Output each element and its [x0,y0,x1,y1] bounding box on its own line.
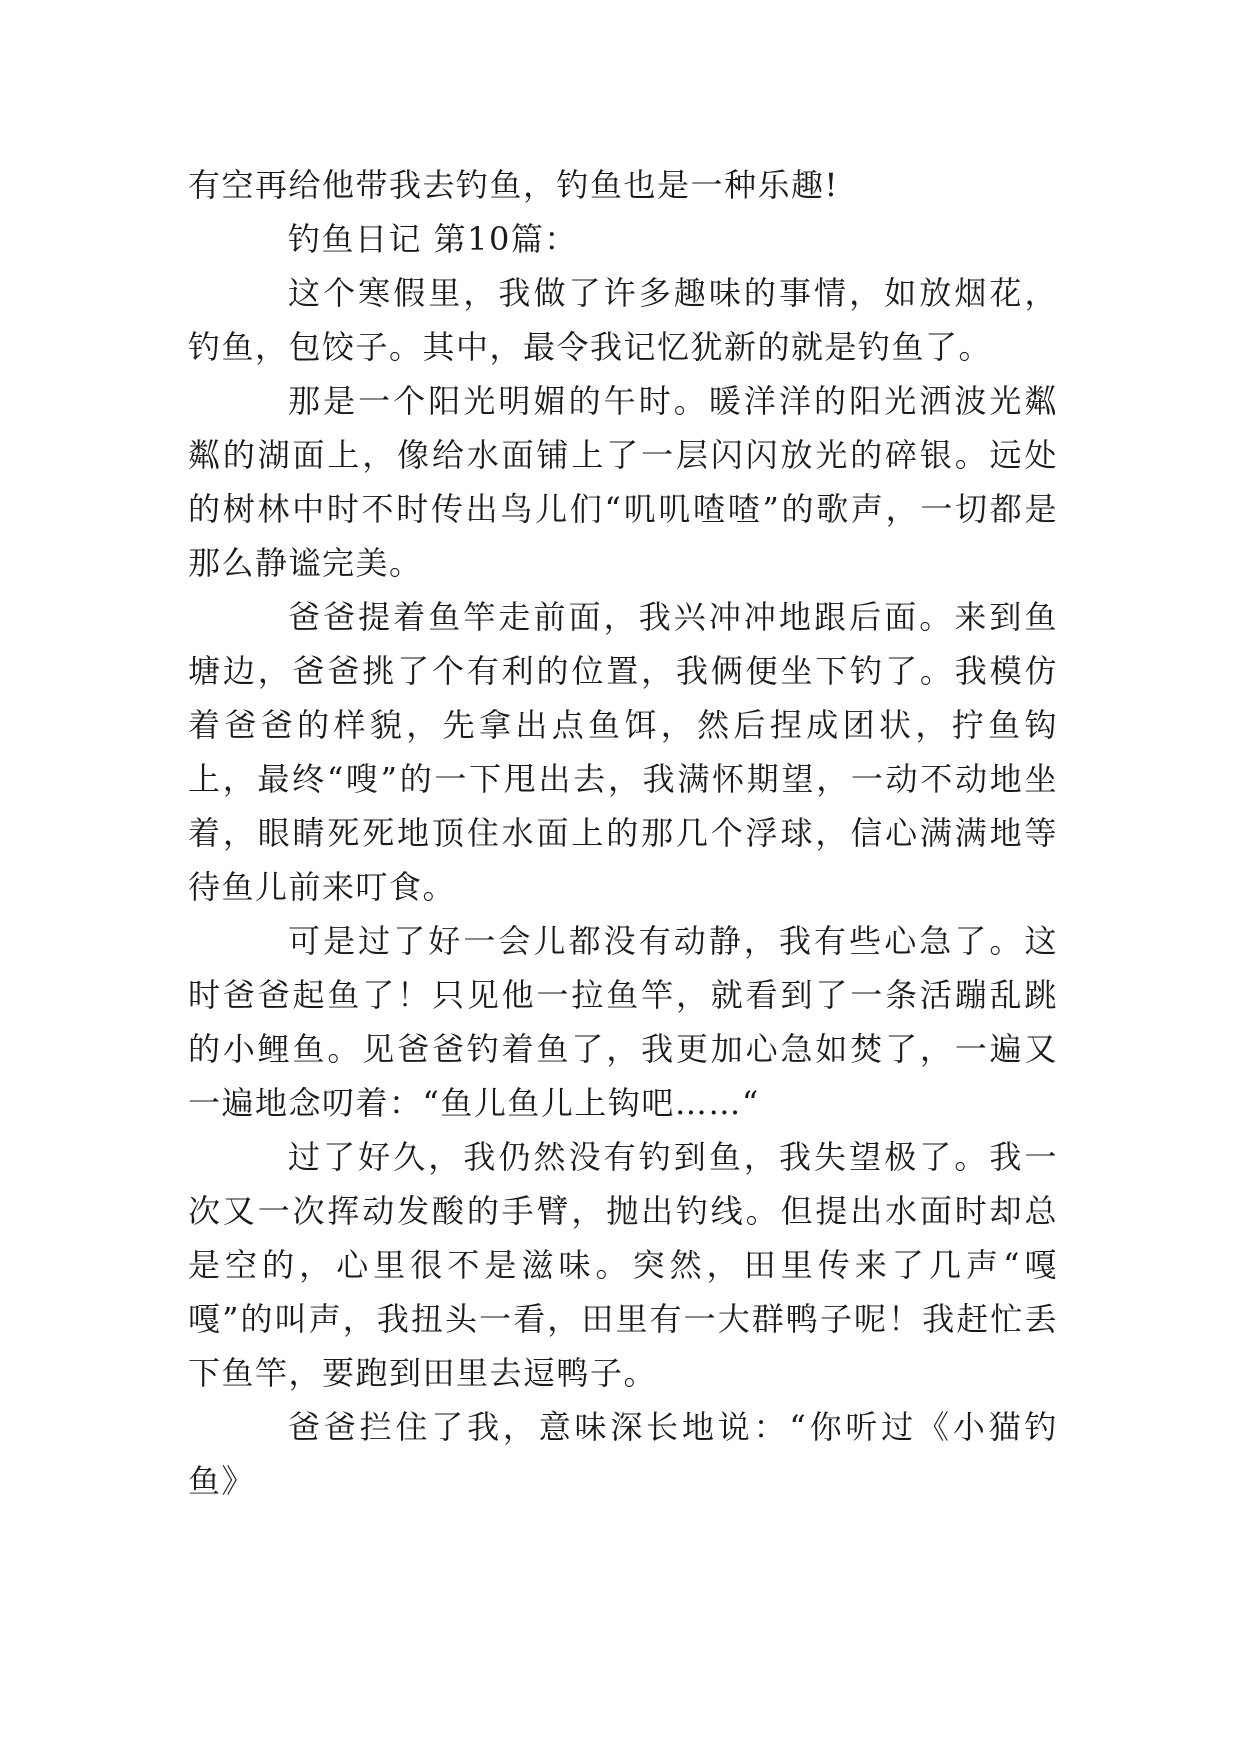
paragraph: 爸爸拦住了我，意味深长地说：“你听过《小猫钓鱼》 [188,1408,1058,1500]
paragraph: 爸爸提着鱼竿走前面，我兴冲冲地跟后面。来到鱼塘边，爸爸挑了个有利的位置，我俩便坐下钓了。我模仿着爸爸的样貌，先拿出点鱼饵，然后捏成团状，拧鱼钩上，最终“嗖”的一下甩出去，我满怀期望，一动不动地坐着，眼睛死死地顶住水面上的那几个浮球，信心满满地等待鱼儿前来叮食。 [188,598,1058,906]
paragraph: 可是过了好一会儿都没有动静，我有些心急了。这时爸爸起鱼了！只见他一拉鱼竿，就看到了一条活蹦乱跳的小鲤鱼。见爸爸钓着鱼了，我更加心急如焚了，一遍又一遍地念叨着：“鱼儿鱼儿上钩吧……“ [188,922,1058,1122]
paragraph: 有空再给他带我去钓鱼，钓鱼也是一种乐趣! [188,166,839,204]
section-heading: 钓鱼日记 第10篇： [288,220,578,258]
paragraph: 这个寒假里，我做了许多趣味的事情，如放烟花，钓鱼，包饺子。其中，最令我记忆犹新的就是钓鱼了。 [188,274,1058,366]
article-body [188,158,1058,1508]
paragraph: 那是一个阳光明媚的午时。暖洋洋的阳光洒波光粼粼的湖面上，像给水面铺上了一层闪闪放光的碎银。远处的树林中时不时传出鸟儿们“叽叽喳喳”的歌声，一切都是那么静谧完美。 [188,382,1058,582]
paragraph: 过了好久，我仍然没有钓到鱼，我失望极了。我一次又一次挥动发酸的手臂，抛出钓线。但提出水面时却总是空的，心里很不是滋味。突然，田里传来了几声“嘎嘎”的叫声，我扭头一看，田里有一大群鸭子呢！我赶忙丢下鱼竿，要跑到田里去逗鸭子。 [188,1138,1058,1392]
